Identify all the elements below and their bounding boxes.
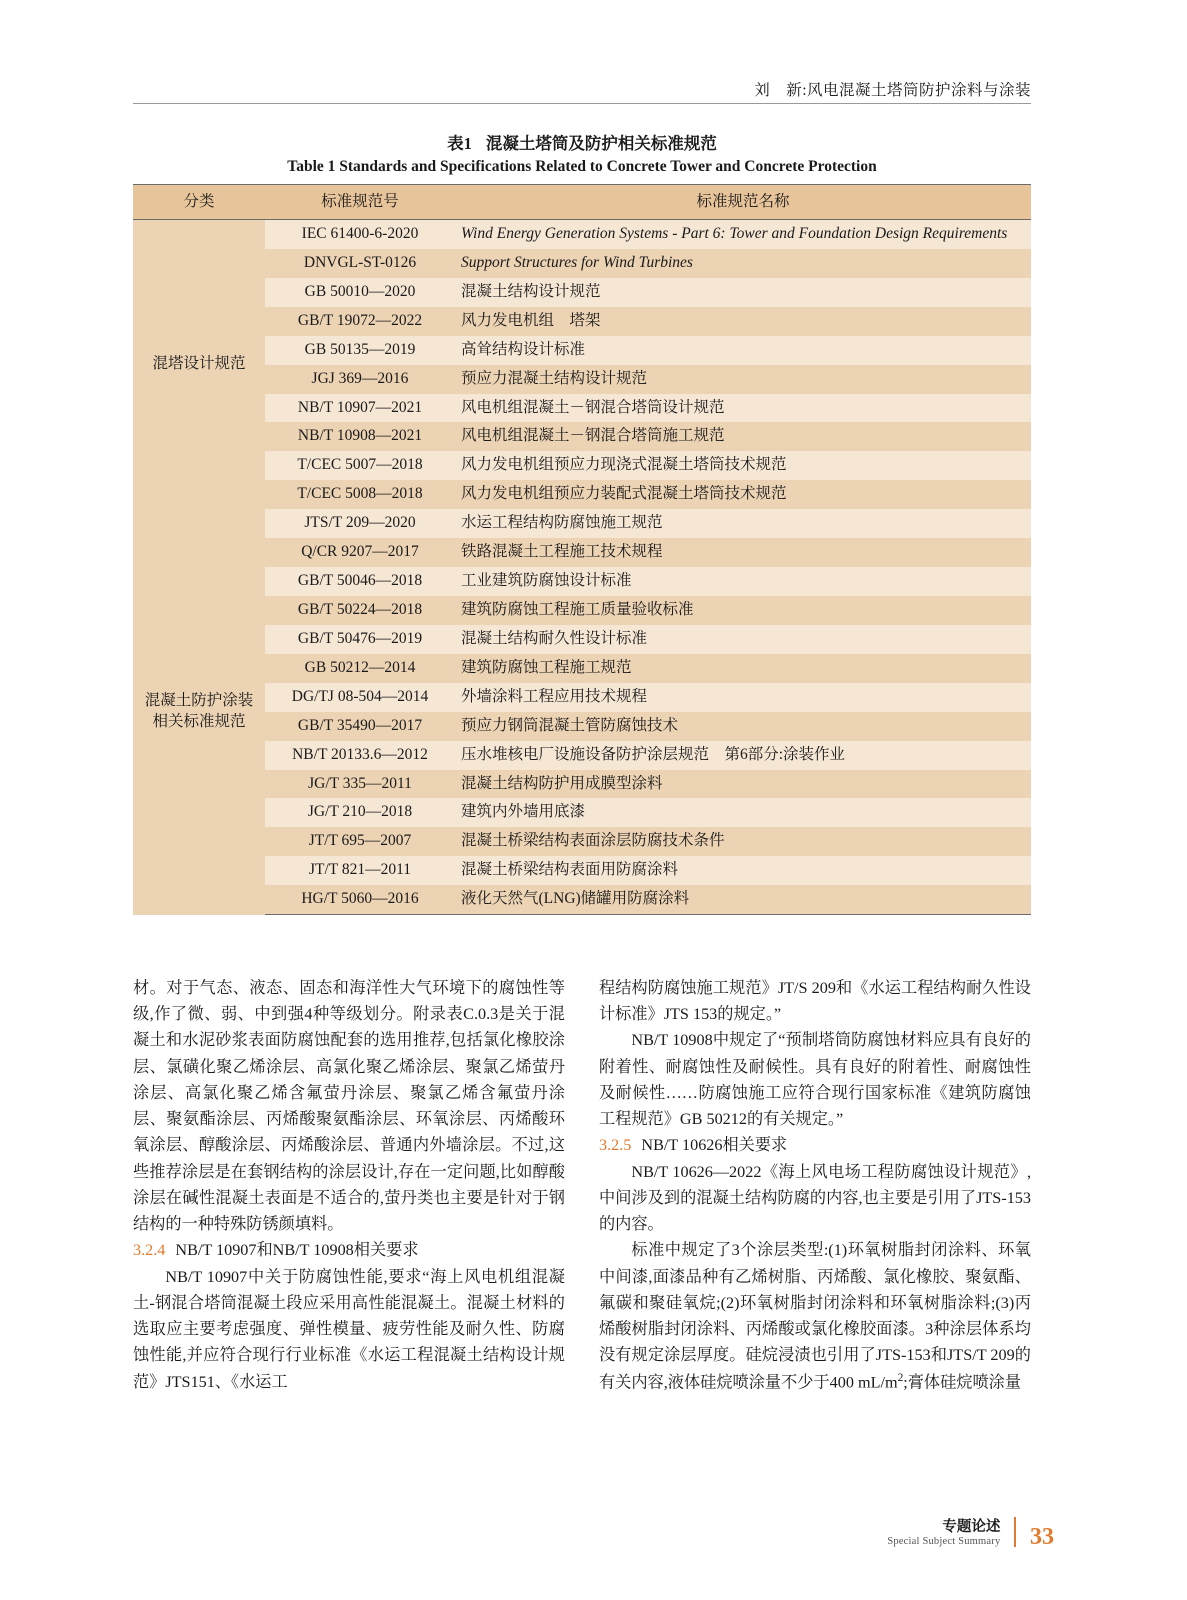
table-cell-number: GB 50010—2020 xyxy=(265,278,455,307)
table-cell-number: GB 50212—2014 xyxy=(265,654,455,683)
table-cell-name: 工业建筑防腐蚀设计标准 xyxy=(455,567,1031,596)
section-heading-325 xyxy=(599,1132,1031,1158)
section-title: NB/T 10626相关要求 xyxy=(641,1136,788,1155)
table-cell-name: 混凝土结构防护用成膜型涂料 xyxy=(455,770,1031,799)
table-cell-category: 混塔设计规范 xyxy=(133,220,265,510)
standards-table xyxy=(133,184,1031,915)
table-cell-number: NB/T 10907—2021 xyxy=(265,394,455,423)
table-header-number: 标准规范号 xyxy=(265,185,455,220)
table-caption-cn xyxy=(133,130,1031,154)
table-cell-number: JG/T 210—2018 xyxy=(265,798,455,827)
paragraph-right-3: NB/T 10626—2022《海上风电场工程防腐蚀设计规范》,中间涉及到的混凝土结构防腐的内容,也主要是引用了JTS-153的内容。 xyxy=(599,1162,1031,1234)
footer-label-en: Special Subject Summary xyxy=(887,1535,1001,1547)
table-cell-number: T/CEC 5008—2018 xyxy=(265,480,455,509)
table-cell-name: 外墙涂料工程应用技术规程 xyxy=(455,683,1031,712)
paragraph-right-2: NB/T 10908中规定了“预制塔筒防腐蚀材料应具有良好的附着性、耐腐蚀性及耐候性。具有良好的附着性、耐腐蚀性及耐候性……防腐蚀施工应符合现行国家标准《建筑防腐蚀工程规范》GB 50212的有关规定。” xyxy=(599,1031,1031,1129)
body-column-right xyxy=(599,975,1031,1395)
table-header-row xyxy=(133,185,1031,220)
table-row xyxy=(133,625,1031,654)
section-title: NB/T 10907和NB/T 10908相关要求 xyxy=(175,1241,419,1260)
table-cell-name: 风力发电机组预应力装配式混凝土塔筒技术规范 xyxy=(455,480,1031,509)
table-row xyxy=(133,249,1031,278)
paragraph-left-1: 材。对于气态、液态、固态和海洋性大气环境下的腐蚀性等级,作了微、弱、中到强4种等级划分。附录表C.0.3是关于混凝土和水泥砂浆表面防腐蚀配套的选用推荐,包括氯化橡胶涂层、氯磺化聚乙烯涂层、高氯化聚乙烯涂层、聚氯乙烯萤丹涂层、高氯化聚乙烯含氟萤丹涂层、聚氯乙烯含氟萤丹涂层、聚氨酯涂层、丙烯酸聚氨酯涂层、环氧涂层、丙烯酸环氧涂层、醇酸涂层、丙烯酸涂层、普通内外墙涂层。不过,这些推荐涂层是在套钢结构的涂层设计,存在一定问题,比如醇酸涂层在碱性混凝土表面是不适合的,萤丹类也主要是针对于钢结构的一种特殊防锈颜填料。 xyxy=(133,979,565,1234)
table-cell-number: GB/T 50476—2019 xyxy=(265,625,455,654)
table-cell-name: 建筑防腐蚀工程施工质量验收标准 xyxy=(455,596,1031,625)
table-cell-category: 混凝土防护涂装相关标准规范 xyxy=(133,509,265,914)
section-heading-324 xyxy=(133,1237,565,1263)
table-cell-name: 混凝土结构耐久性设计标准 xyxy=(455,625,1031,654)
table-cell-name: Support Structures for Wind Turbines xyxy=(455,249,1031,278)
table-cell-name: 水运工程结构防腐蚀施工规范 xyxy=(455,509,1031,538)
table-cell-number: DG/TJ 08-504—2014 xyxy=(265,683,455,712)
table-row xyxy=(133,220,1031,249)
table-row xyxy=(133,278,1031,307)
table-row xyxy=(133,885,1031,914)
table-cell-number: T/CEC 5007—2018 xyxy=(265,451,455,480)
table-cell-name: 风电机组混凝土－钢混合塔筒施工规范 xyxy=(455,422,1031,451)
table-cell-name: 风力发电机组预应力现浇式混凝土塔筒技术规范 xyxy=(455,451,1031,480)
table-cell-number: GB/T 35490—2017 xyxy=(265,712,455,741)
table-cell-name: 高耸结构设计标准 xyxy=(455,336,1031,365)
table-cell-name: 混凝土桥梁结构表面涂层防腐技术条件 xyxy=(455,827,1031,856)
table-cell-number: JT/T 695—2007 xyxy=(265,827,455,856)
table-cell-number: JG/T 335—2011 xyxy=(265,770,455,799)
running-head: 刘 新:风电混凝土塔筒防护涂料与涂装 xyxy=(754,82,1031,99)
footer-divider xyxy=(1014,1517,1016,1547)
paragraph-left-2: NB/T 10907中关于防腐蚀性能,要求“海上风电机组混凝土-钢混合塔筒混凝土段应采用高性能混凝土。混凝土材料的选取应主要考虑强度、弹性模量、疲劳性能及耐久性、防腐蚀性能,并应符合现行行业标准《水运工程混凝土结构设计规范》JTS151、《水运工 xyxy=(133,1267,565,1391)
table-caption-en: Table 1 Standards and Specifications Related to Concrete Tower and Concrete Protection xyxy=(287,158,877,175)
table-header-name: 标准规范名称 xyxy=(455,185,1031,220)
table-row xyxy=(133,856,1031,885)
table-cell-name: 铁路混凝土工程施工技术规程 xyxy=(455,538,1031,567)
section-number: 3.2.4 xyxy=(133,1241,166,1260)
table-cell-number: GB 50135—2019 xyxy=(265,336,455,365)
table-cell-number: NB/T 10908—2021 xyxy=(265,422,455,451)
table-cell-number: GB/T 50046—2018 xyxy=(265,567,455,596)
table-row xyxy=(133,480,1031,509)
table-cell-name: 液化天然气(LNG)储罐用防腐涂料 xyxy=(455,885,1031,914)
table-cell-name: 风力发电机组 塔架 xyxy=(455,307,1031,336)
table-row xyxy=(133,394,1031,423)
table-cell-name: 压水堆核电厂设施设备防护涂层规范 第6部分:涂装作业 xyxy=(455,741,1031,770)
running-head-rule xyxy=(133,103,1031,104)
table-cell-name: 风电机组混凝土－钢混合塔筒设计规范 xyxy=(455,394,1031,423)
table-row xyxy=(133,307,1031,336)
table-row xyxy=(133,827,1031,856)
table-row xyxy=(133,712,1031,741)
table-caption-number: 表1 xyxy=(447,134,472,153)
table-row xyxy=(133,567,1031,596)
table-cell-name: 预应力钢筒混凝土管防腐蚀技术 xyxy=(455,712,1031,741)
paragraph-right-4 xyxy=(599,1237,1031,1395)
table-cell-number: Q/CR 9207—2017 xyxy=(265,538,455,567)
table-cell-name: Wind Energy Generation Systems - Part 6: Tower and Foundation Design Requirements xyxy=(455,220,1031,249)
table-row xyxy=(133,683,1031,712)
table-cell-name: 混凝土桥梁结构表面用防腐涂料 xyxy=(455,856,1031,885)
table-cell-number: GB/T 50224—2018 xyxy=(265,596,455,625)
table-row xyxy=(133,770,1031,799)
table-row xyxy=(133,451,1031,480)
table-cell-number: GB/T 19072—2022 xyxy=(265,307,455,336)
table-cell-name: 建筑内外墙用底漆 xyxy=(455,798,1031,827)
page-number: 33 xyxy=(1030,1524,1054,1550)
table-row xyxy=(133,509,1031,538)
unit-superscript: 2 xyxy=(897,1371,904,1384)
body-column-left xyxy=(133,975,565,1395)
table-cell-number: JT/T 821—2011 xyxy=(265,856,455,885)
table-row xyxy=(133,798,1031,827)
table-cell-number: HG/T 5060—2016 xyxy=(265,885,455,914)
table-header-category: 分类 xyxy=(133,185,265,220)
paragraph-right-4-text-a: 标准中规定了3个涂层类型:(1)环氧树脂封闭涂料、环氧中间漆,面漆品种有乙烯树脂、丙烯酸、氯化橡胶、聚氨酯、氟碳和聚硅氧烷;(2)环氧树脂封闭涂料和环氧树脂涂料;(3)丙烯酸树脂封闭涂料、丙烯酸或氯化橡胶面漆。3种涂层体系均没有规定涂层厚度。硅烷浸渍也引用了JTS-153和JTS/T 209的有关内容,液体硅烷喷涂量不少于400 mL/m xyxy=(599,1241,1031,1391)
table-row xyxy=(133,596,1031,625)
table-cell-name: 建筑防腐蚀工程施工规范 xyxy=(455,654,1031,683)
table-row xyxy=(133,538,1031,567)
table-row xyxy=(133,741,1031,770)
table-cell-number: NB/T 20133.6—2012 xyxy=(265,741,455,770)
table-cell-number: JGJ 369—2016 xyxy=(265,365,455,394)
footer-label xyxy=(887,1519,1000,1548)
table-cell-number: IEC 61400-6-2020 xyxy=(265,220,455,249)
table-cell-name: 混凝土结构设计规范 xyxy=(455,278,1031,307)
table-cell-name: 预应力混凝土结构设计规范 xyxy=(455,365,1031,394)
table-cell-number: DNVGL-ST-0126 xyxy=(265,249,455,278)
table-row xyxy=(133,422,1031,451)
section-number: 3.2.5 xyxy=(599,1136,632,1155)
footer-label-cn: 专题论述 xyxy=(942,1519,1001,1536)
table-cell-number: JTS/T 209—2020 xyxy=(265,509,455,538)
paragraph-right-4-text-b: ;膏体硅烷喷涂量 xyxy=(903,1372,1022,1391)
page-footer xyxy=(887,1517,1054,1548)
table-row xyxy=(133,365,1031,394)
paragraph-right-1: 程结构防腐蚀施工规范》JT/S 209和《水运工程结构耐久性设计标准》JTS 153的规定。” xyxy=(599,979,1031,1024)
table-row xyxy=(133,336,1031,365)
table-row xyxy=(133,654,1031,683)
table-caption-title: 混凝土塔筒及防护相关标准规范 xyxy=(485,134,717,153)
